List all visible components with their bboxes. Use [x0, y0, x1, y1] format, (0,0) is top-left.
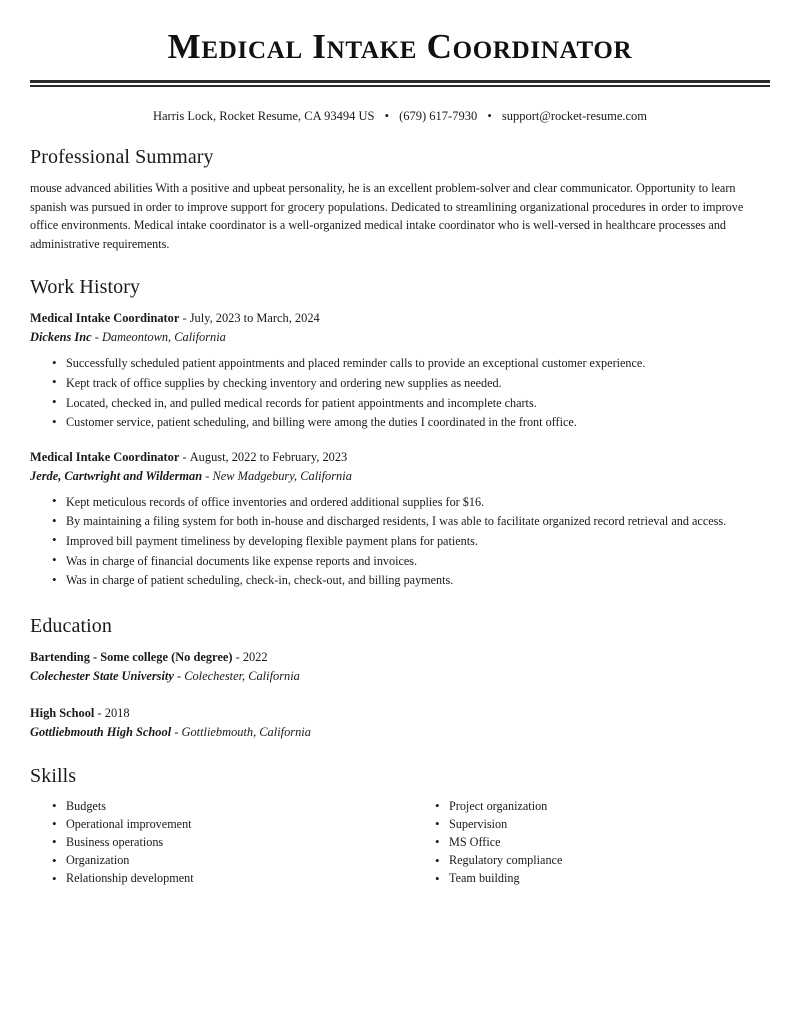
education-section [30, 614, 770, 742]
work-company-name: Jerde, Cartwright and Wilderman [30, 468, 203, 483]
section-heading-professional-summary: Professional Summary [30, 146, 214, 168]
work-job-dates: August, 2022 to February, 2023 [189, 449, 348, 464]
skills-list-left [30, 798, 400, 888]
professional-summary-text: mouse advanced abilities With a positive and upbeat personality, he is an excellent problem-solver and clear communicator. Opportunity to learn spanish was pursued in order to improve support for grocery populations. Dedicated to streamlining organizational procedures in order to improve office environments. Medical intake coordinator is a well-organized medical intake coordinator who is well-versed in healthcare processes and administrative requirements. [30, 181, 744, 251]
work-bullet-list [30, 493, 770, 590]
work-bullet-item: • Was in charge of financial documents like expense reports and invoices. [52, 552, 770, 571]
skills-section [30, 764, 770, 888]
skills-column-right [400, 798, 770, 888]
skills-column-left [30, 798, 400, 888]
work-bullet-item: • Kept track of office supplies by checking inventory and ordering new supplies as needed. [52, 374, 770, 393]
contact-separator-2: • [487, 109, 492, 123]
contact-email[interactable]: support@rocket-resume.com [501, 109, 648, 123]
work-bullet-item: • Was in charge of patient scheduling, check-in, check-out, and billing payments. [52, 571, 770, 590]
work-title-dash: - [182, 449, 187, 464]
education-degree: High School [30, 705, 95, 720]
work-entry [30, 309, 770, 431]
work-entry-company-line [30, 467, 770, 486]
education-school-dash: - [176, 668, 182, 683]
contact-separator-1: • [384, 109, 389, 123]
skill-item: • MS Office [435, 834, 770, 852]
work-bullet-item: • By maintaining a filing system for both in-house and discharged residents, I was able to facilitate organized record retrieval and access. [52, 512, 770, 531]
work-history-section [30, 275, 770, 589]
skill-item: • Budgets [52, 798, 400, 816]
work-company-location: New Madgebury, California [212, 468, 352, 483]
education-school-line [30, 723, 770, 742]
work-job-title: Medical Intake Coordinator [30, 449, 180, 464]
education-degree-dash: - [235, 649, 240, 664]
education-degree-line [30, 648, 770, 667]
work-entry-company-line [30, 328, 770, 347]
education-degree: Bartending - Some college (No degree) [30, 649, 233, 664]
header-divider-thin-line [30, 85, 770, 87]
work-company-name: Dickens Inc [30, 330, 92, 345]
skills-list-right [413, 798, 770, 888]
education-school-name: Gottliebmouth High School [30, 724, 172, 739]
work-company-dash: - [205, 468, 210, 483]
work-entry-title-line [30, 309, 770, 328]
skill-item: • Regulatory compliance [435, 852, 770, 870]
education-year: 2018 [104, 705, 130, 720]
work-bullet-list [30, 354, 770, 431]
work-bullet-item: • Customer service, patient scheduling, and billing were among the duties I coordinated in the front office. [52, 413, 770, 432]
section-heading-skills: Skills [30, 764, 77, 787]
contact-line [30, 107, 770, 125]
work-title-dash: - [182, 311, 187, 326]
skills-columns [30, 798, 770, 888]
work-company-location: Dameontown, California [101, 330, 226, 345]
education-entry [30, 704, 770, 742]
skill-item: • Operational improvement [52, 816, 400, 834]
education-degree-line [30, 704, 770, 723]
education-school-name: Colechester State University [30, 668, 174, 683]
education-school-location: Gottliebmouth, California [181, 724, 311, 739]
skill-item: • Team building [435, 870, 770, 888]
contact-address: Harris Lock, Rocket Resume, CA 93494 US [152, 109, 375, 123]
work-entry-title-line [30, 448, 770, 467]
work-bullet-item: • Located, checked in, and pulled medical records for patient appointments and incomplete charts. [52, 394, 770, 413]
work-entry [30, 448, 770, 590]
work-job-title: Medical Intake Coordinator [30, 311, 180, 326]
contact-phone: (679) 617-7930 [399, 109, 478, 123]
section-heading-work-history: Work History [30, 276, 141, 299]
professional-summary-section [30, 145, 770, 253]
section-heading-education: Education [30, 614, 112, 637]
skill-item: • Supervision [435, 816, 770, 834]
education-degree-dash: - [97, 705, 102, 720]
education-school-dash: - [174, 724, 179, 739]
resume-title: Medical Intake Coordinator [167, 27, 633, 66]
work-bullet-item: • Kept meticulous records of office inventories and ordered additional supplies for $16. [52, 493, 770, 512]
skill-item: • Relationship development [52, 870, 400, 888]
education-school-line [30, 667, 770, 686]
work-bullet-item: • Improved bill payment timeliness by developing flexible payment plans for patients. [52, 532, 770, 551]
education-year: 2022 [242, 649, 268, 664]
header-divider [30, 80, 770, 87]
work-bullet-item: • Successfully scheduled patient appointments and placed reminder calls to provide an exceptional customer experience. [52, 354, 770, 373]
skill-item: • Organization [52, 852, 400, 870]
work-job-dates: July, 2023 to March, 2024 [189, 311, 320, 326]
work-company-dash: - [94, 330, 99, 345]
skill-item: • Project organization [435, 798, 770, 816]
education-entry [30, 648, 770, 686]
skill-item: • Business operations [52, 834, 400, 852]
education-school-location: Colechester, California [184, 668, 300, 683]
